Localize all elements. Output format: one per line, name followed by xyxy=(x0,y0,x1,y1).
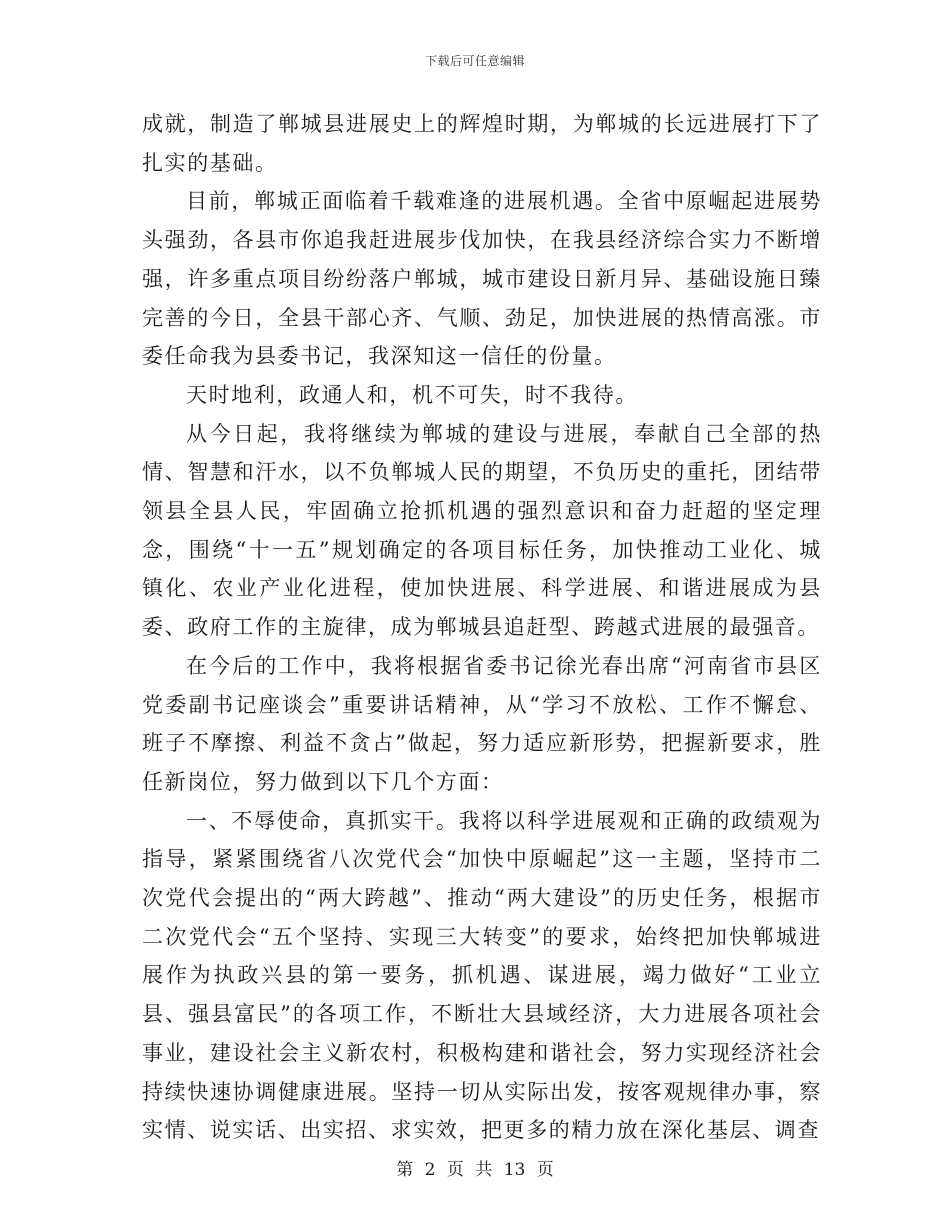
paragraph-4: 从今日起，我将继续为郸城的建设与进展，奉献自己全部的热情、智慧和汗水，以不负郸城人民的期望，不负历史的重托，团结带领县全县人民，牢固确立抢抓机遇的强烈意识和奋力赶超的坚定理念，围绕“十一五”规划确定的各项目标任务，加快推动工业化、城镇化、农业产业化进程，使加快进展、科学进展、和谐进展成为县委、政府工作的主旋律，成为郸城县追赶型、跨越式进展的最强音。 xyxy=(142,421,822,640)
paragraph-6: 一、不辱使命，真抓实干。我将以科学进展观和正确的政绩观为指导，紧紧围绕省八次党代会“加快中原崛起”这一主题，坚持市二次党代会提出的“两大跨越”、推动“两大建设”的历史任务，根据市二次党代会“五个坚持、实现三大转变”的要求，始终把加快郸城进展作为执政兴县的第一要务，抓机遇、谋进展，竭力做好“工业立县、强县富民”的各项工作，不断壮大县域经济，大力进展各项社会事业，建设社会主义新农村，积极构建和谐社会，努力实现经济社会持续快速协调健康进展。坚持一切从实际出发，按客观规律办事，察实情、说实话、出实招、求实效，把更多的精力放在深化基层、调查 xyxy=(142,808,822,1143)
paragraph-1: 成就，制造了郸城县进展史上的辉煌时期，为郸城的长远进展打下了扎实的基础。 xyxy=(142,112,822,175)
paragraph-2: 目前，郸城正面临着千载难逢的进展机遇。全省中原崛起进展势头强劲，各县市你追我赶进展步伐加快，在我县经济综合实力不断增强，许多重点项目纷纷落户郸城，城市建设日新月异、基础设施日臻完善的今日，全县干部心齐、气顺、劲足，加快进展的热情高涨。市委任命我为县委书记，我深知这一信任的份量。 xyxy=(142,189,822,369)
document-body xyxy=(142,105,822,1150)
page-header: 下载后可任意编辑 xyxy=(424,54,525,68)
paragraph-5: 在今后的工作中，我将根据省委书记徐光春出席“河南省市县区党委副书记座谈会”重要讲话精神，从“学习不放松、工作不懈怠、班子不摩擦、利益不贪占”做起，努力适应新形势，把握新要求，胜任新岗位，努力做到以下几个方面： xyxy=(142,653,822,794)
page-footer: 第 2 页 共 13 页 xyxy=(396,1160,554,1180)
paragraph-3: 天时地利，政通人和，机不可失，时不我待。 xyxy=(186,382,638,407)
